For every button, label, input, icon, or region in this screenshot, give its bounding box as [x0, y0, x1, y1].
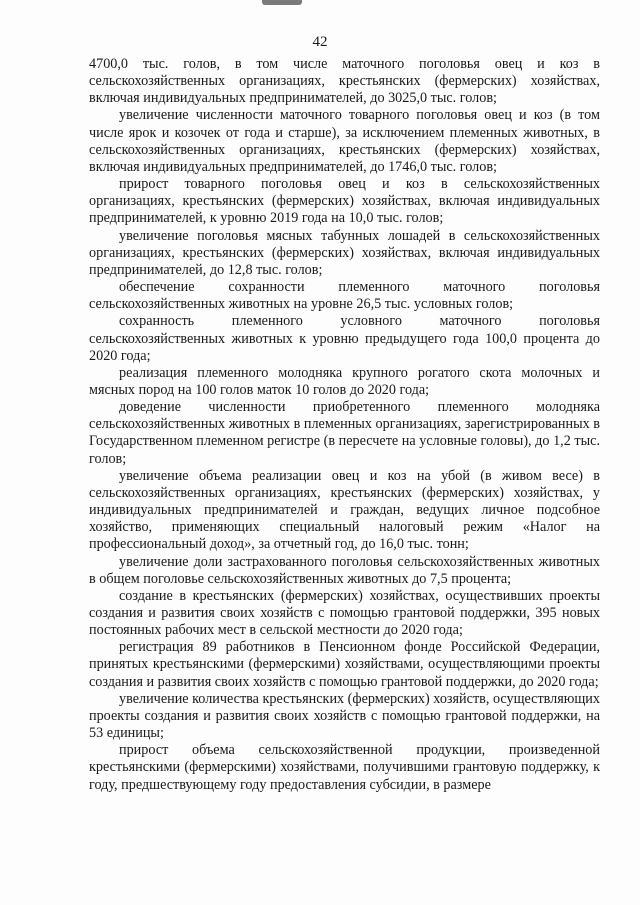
paragraph: 4700,0 тыс. голов, в том числе маточного поголовья овец и коз в сельскохозяйственных организациях, крестьянских (фермерских) хозяйствах, включая индивидуальных предпринимателей, до 3025,0 тыс. голов;: [89, 56, 600, 107]
paragraph: увеличение доли застрахованного поголовья сельскохозяйственных животных в общем поголовье сельскохозяйственных животных до 7,5 процента;: [89, 553, 600, 587]
paragraph: реализация племенного молодняка крупного рогатого скота молочных и мясных пород на 100 голов маток 10 голов до 2020 года;: [89, 364, 600, 398]
paragraph: сохранность племенного условного маточного поголовья сельскохозяйственных животных к уровню предыдущего года 100,0 процента до 2020 года;: [89, 313, 600, 364]
paragraph: обеспечение сохранности племенного маточного поголовья сельскохозяйственных животных на уровне 26,5 тыс. условных голов;: [89, 279, 600, 313]
paragraph: прирост товарного поголовья овец и коз в сельскохозяйственных организациях, крестьянских (фермерских) хозяйствах, включая индивидуальных предпринимателей, к уровню 2019 года на 10,0 тыс. голов;: [89, 176, 600, 227]
page-number: 42: [312, 34, 328, 50]
scan-binding-mark: [262, 0, 302, 5]
paragraph: прирост объема сельскохозяйственной продукции, произведенной крестьянскими (фермерскими) хозяйствами, получившими грантовую поддержку, к году, предшествующему году предоставления субсидии, в размере: [89, 742, 600, 793]
paragraph: создание в крестьянских (фермерских) хозяйствах, осуществивших проекты создания и развития своих хозяйств с помощью грантовой поддержки, 395 новых постоянных рабочих мест в сельской местности до 2020 года;: [89, 587, 600, 639]
paragraph: увеличение поголовья мясных табунных лошадей в сельскохозяйственных организациях, крестьянских (фермерских) хозяйствах, включая индивидуальных предпринимателей, до 12,8 тыс. голов;: [89, 227, 600, 278]
paragraph: регистрация 89 работников в Пенсионном фонде Российской Федерации, принятых крестьянскими (фермерскими) хозяйствами, осуществляющими проекты создания и развития своих хозяйств с помощью грантовой поддержки, до 2020 года;: [89, 639, 600, 690]
paragraph: доведение численности приобретенного племенного молодняка сельскохозяйственных животных в племенных организациях, зарегистрированных в Государственном племенном регистре (в пересчете на условные головы), до 1,2 тыс. голов;: [89, 399, 600, 467]
document-body: [89, 56, 600, 794]
paragraph: увеличение объема реализации овец и коз на убой (в живом весе) в сельскохозяйственных организациях, крестьянских (фермерских) хозяйствах, у индивидуальных предпринимателей и граждан, ведущих личное подсобное хозяйство, применяющих специальный налоговый режим «Налог на профессиональный доход», за отчетный год, до 16,0 тыс. тонн;: [89, 467, 600, 553]
paragraph: увеличение количества крестьянских (фермерских) хозяйств, осуществляющих проекты создания и развития своих хозяйств с помощью грантовой поддержки, на 53 единицы;: [89, 690, 600, 742]
paragraph: увеличение численности маточного товарного поголовья овец и коз (в том числе ярок и козочек от года и старше), за исключением племенных животных, в сельскохозяйственных организациях, крестьянских (фермерских) хозяйствах, включая индивидуальных предпринимателей, до 1746,0 тыс. голов;: [89, 107, 600, 175]
